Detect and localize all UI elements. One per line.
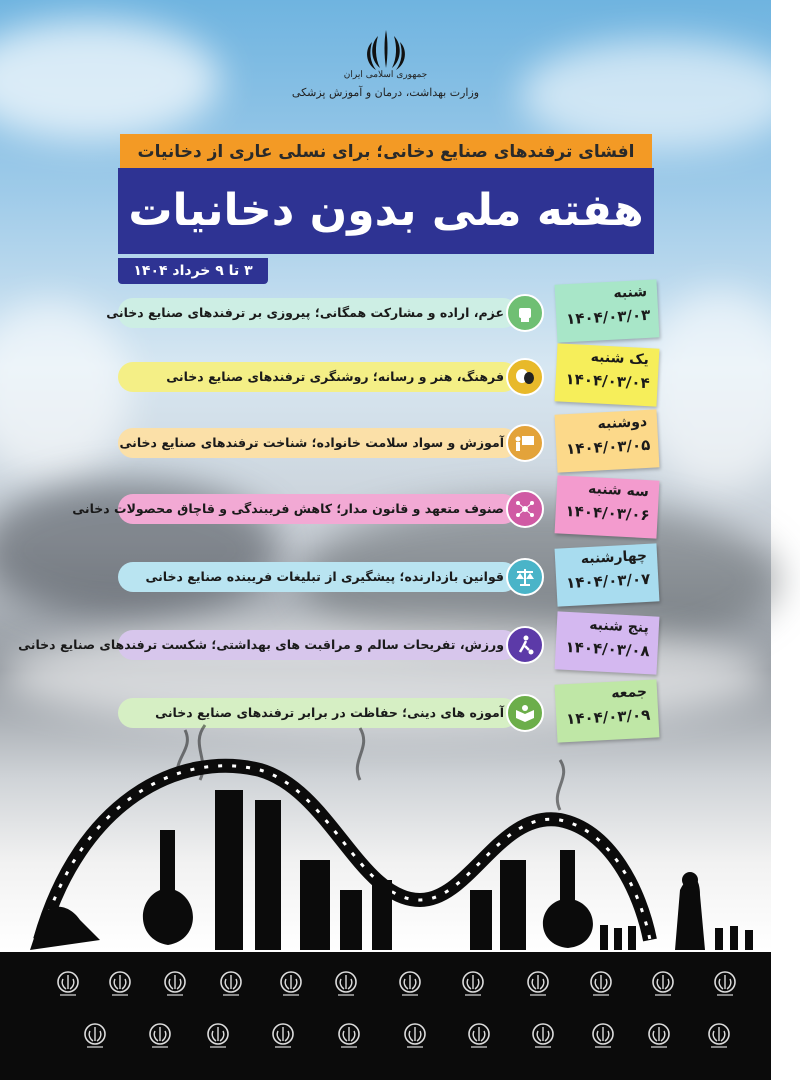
date-range: ۳ تا ۹ خرداد ۱۴۰۴: [118, 258, 268, 284]
partner-logo-icon: [55, 970, 81, 998]
day-theme-pill: آموزش و سواد سلامت خانواده؛ شناخت ترفندهای صنایع دخانی: [118, 428, 518, 458]
day-row: [0, 282, 771, 342]
day-row: [0, 682, 771, 742]
theater-masks-icon: [506, 358, 544, 396]
day-row: [0, 614, 771, 674]
day-name: پنج شنبه: [588, 617, 650, 637]
day-theme-pill: ورزش، تفریحات سالم و مراقبت های بهداشتی؛ شکست ترفندهای صنایع دخانی: [118, 630, 518, 660]
partner-logo-icon: [402, 1022, 428, 1050]
day-name: دوشنبه: [597, 413, 648, 433]
day-date: ۱۴۰۴/۰۳/۰۷: [565, 569, 651, 593]
day-name: جمعه: [610, 683, 648, 702]
day-name: شنبه: [612, 283, 648, 302]
partner-logo-icon: [590, 1022, 616, 1050]
day-theme-pill: عزم، اراده و مشارکت همگانی؛ پیروزی بر ترفندهای صنایع دخانی: [118, 298, 518, 328]
iran-emblem-icon: [362, 26, 410, 76]
day-name: یک شنبه: [590, 349, 650, 369]
partner-logo-icon: [712, 970, 738, 998]
day-theme-pill: فرهنگ، هنر و رسانه؛ روشنگری ترفندهای صنایع دخانی: [118, 362, 518, 392]
partner-logo-icon: [336, 1022, 362, 1050]
day-sticky-note: [555, 279, 660, 342]
raised-fist-icon: [506, 294, 544, 332]
partner-logo-icon: [588, 970, 614, 998]
cloud: [0, 20, 220, 140]
day-date: ۱۴۰۴/۰۳/۰۶: [565, 501, 651, 525]
partner-logo-icon: [530, 1022, 556, 1050]
day-date: ۱۴۰۴/۰۳/۰۹: [565, 705, 651, 729]
partner-logo-icon: [270, 1022, 296, 1050]
partner-logo-icon: [460, 970, 486, 998]
partner-logo-icon: [82, 1022, 108, 1050]
day-sticky-note: [555, 611, 660, 674]
day-date: ۱۴۰۴/۰۳/۰۳: [565, 305, 651, 329]
day-name: چهارشنبه: [580, 547, 648, 568]
partner-logo-icon: [525, 970, 551, 998]
partner-logo-icon: [333, 970, 359, 998]
scales-icon: [506, 558, 544, 596]
day-name: سه شنبه: [587, 480, 650, 501]
partner-logo-icon: [107, 970, 133, 998]
teacher-board-icon: [506, 424, 544, 462]
day-sticky-note: [555, 475, 660, 538]
partner-logo-icon: [205, 1022, 231, 1050]
partner-logo-icon: [218, 970, 244, 998]
partner-logo-icon: [466, 1022, 492, 1050]
campaign-slogan: افشای ترفندهای صنایع دخانی؛ برای نسلی عاری از دخانیات: [120, 134, 652, 170]
day-row: [0, 478, 771, 538]
partner-logo-icon: [162, 970, 188, 998]
day-sticky-note: [555, 679, 660, 742]
partner-logo-icon: [706, 1022, 732, 1050]
day-date: ۱۴۰۴/۰۳/۰۵: [565, 435, 651, 459]
day-sticky-note: [555, 343, 660, 406]
partner-logo-icon: [278, 970, 304, 998]
quran-book-icon: [506, 694, 544, 732]
network-icon: [506, 490, 544, 528]
partner-logo-icon: [397, 970, 423, 998]
day-row: [0, 546, 771, 606]
day-theme-pill: صنوف متعهد و قانون مدار؛ کاهش فریبندگی و قاچاق محصولات دخانی: [118, 494, 518, 524]
day-date: ۱۴۰۴/۰۳/۰۴: [565, 369, 651, 393]
day-theme-pill: آموزه های دینی؛ حفاظت در برابر ترفندهای صنایع دخانی: [118, 698, 518, 728]
partner-logo-icon: [646, 1022, 672, 1050]
partner-logo-icon: [650, 970, 676, 998]
day-row: [0, 346, 771, 406]
ministry-line-2: وزارت بهداشت، درمان و آموزش پزشکی: [291, 86, 480, 99]
day-sticky-note: [555, 409, 660, 472]
day-sticky-note: [555, 543, 660, 606]
day-row: [0, 412, 771, 472]
partner-logo-icon: [147, 1022, 173, 1050]
partner-logos-footer: [0, 952, 771, 1080]
soccer-player-icon: [506, 626, 544, 664]
day-date: ۱۴۰۴/۰۳/۰۸: [565, 637, 651, 661]
skyline-silhouette: [0, 740, 771, 955]
main-title: هفته ملی بدون دخانیات: [118, 168, 654, 254]
day-theme-pill: قوانین بازدارنده؛ پیشگیری از تبلیغات فریبنده صنایع دخانی: [118, 562, 518, 592]
ministry-line-1: جمهوری اسلامی ایران: [343, 70, 428, 80]
